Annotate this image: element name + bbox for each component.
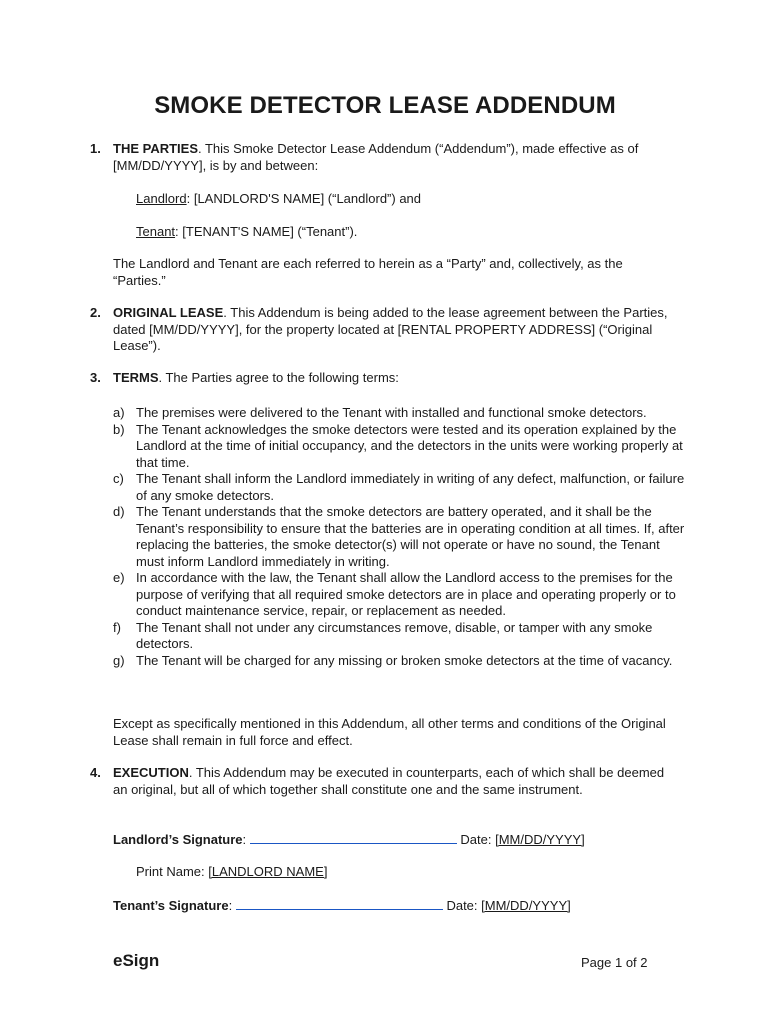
section-terms xyxy=(90,370,690,387)
item-text: The premises were delivered to the Tenant with installed and functional smoke detectors. xyxy=(136,405,647,420)
list-item xyxy=(113,471,688,504)
parties-definition: The Landlord and Tenant are each referred to herein as a “Party” and, collectively, as the “Parties.” xyxy=(113,256,623,288)
print-name-row xyxy=(136,864,696,881)
section-heading: ORIGINAL LEASE xyxy=(113,305,224,320)
tenant-signature-label: Tenant’s Signature xyxy=(113,898,229,913)
item-text: The Tenant understands that the smoke detectors are battery operated, and it shall be the Tenant’s responsibility to ensure that the batteries are in operating condition at all times. If, after replacing the batteries, the smoke detector(s) will not operate or have no sound, the Tenant must inform Landlord immediately in writing. xyxy=(136,504,685,569)
colon: : xyxy=(228,898,233,913)
landlord-label: Landlord xyxy=(136,191,187,206)
tenant-text: : [TENANT'S NAME] (“Tenant”). xyxy=(175,223,358,239)
section-parties xyxy=(90,141,690,289)
item-text: The Tenant shall inform the Landlord immediately in writing of any defect, malfunction, or failure of any smoke detectors. xyxy=(136,471,685,503)
document-title: SMOKE DETECTOR LEASE ADDENDUM xyxy=(154,92,616,119)
date-label: Date: xyxy=(460,832,492,847)
item-label: a) xyxy=(113,405,125,420)
section-text: . This Smoke Detector Lease Addendum (“Addendum”), made effective as of [MM/DD/YYYY], is by and between: xyxy=(113,141,639,173)
item-text: The Tenant will be charged for any missing or broken smoke detectors at the time of vacancy. xyxy=(136,652,673,668)
item-label: g) xyxy=(113,652,125,668)
section-number: 2. xyxy=(90,305,101,320)
date-label: Date: xyxy=(446,898,478,913)
item-label: b) xyxy=(113,421,125,437)
section-heading: TERMS xyxy=(113,370,159,385)
section-number: 4. xyxy=(90,765,101,780)
item-text: The Tenant acknowledges the smoke detectors were tested and its operation explained by the Landlord at the time of initial occupancy, and the detectors in the units were working properly at that time. xyxy=(136,421,683,470)
section-execution xyxy=(90,765,690,798)
landlord-date-field[interactable]: [MM/DD/YYYY] xyxy=(495,832,585,847)
section-heading: THE PARTIES xyxy=(113,141,198,156)
list-item xyxy=(113,422,688,472)
colon: : xyxy=(242,832,247,847)
section-heading: EXECUTION xyxy=(113,765,189,780)
print-name-label: Print Name: xyxy=(136,864,205,879)
tenant-signature-row xyxy=(113,897,673,915)
list-item xyxy=(113,504,688,570)
tenant-label: Tenant xyxy=(136,223,176,239)
item-label: e) xyxy=(113,570,125,585)
item-label: f) xyxy=(113,619,121,635)
esign-logo: eSign xyxy=(113,951,160,970)
section-number: 3. xyxy=(90,370,101,385)
section-text: . The Parties agree to the following terms: xyxy=(158,370,399,385)
landlord-signature-label: Landlord’s Signature xyxy=(113,832,243,847)
list-item xyxy=(113,620,688,653)
tenant-signature-line[interactable] xyxy=(236,897,443,910)
section-number: 1. xyxy=(90,141,101,156)
landlord-text: : [LANDLORD'S NAME] (“Landlord”) and xyxy=(186,191,422,206)
landlord-name-field[interactable]: [LANDLORD NAME] xyxy=(208,864,328,879)
list-item xyxy=(113,405,688,422)
item-label: d) xyxy=(113,504,125,519)
item-text: In accordance with the law, the Tenant shall allow the Landlord access to the premises for the purpose of verifying that all required smoke detectors are in place and operating properly or to conduct maintenance service, repair, or replacement as needed. xyxy=(136,570,676,618)
landlord-signature-line[interactable] xyxy=(250,831,457,844)
terms-list xyxy=(113,405,688,669)
list-item xyxy=(113,570,688,620)
page-number: Page 1 of 2 xyxy=(581,955,648,970)
item-label: c) xyxy=(113,471,124,486)
section-original-lease xyxy=(90,305,690,355)
list-item xyxy=(113,653,688,670)
tenant-date-field[interactable]: [MM/DD/YYYY] xyxy=(481,898,571,913)
section-text: . This Addendum is being added to the lease agreement between the Parties, dated [MM/DD/YYYY], for the property located at [RENTAL PROPERTY ADDRESS] (“Original Lease”). xyxy=(113,305,668,353)
landlord-signature-row xyxy=(113,831,673,849)
terms-closing-text: Except as specifically mentioned in this Addendum, all other terms and conditions of the Original Lease shall remain in full force and effect. xyxy=(113,716,666,748)
section-text: . This Addendum may be executed in counterparts, each of which shall be deemed an original, but all of which together shall constitute one and the same instrument. xyxy=(113,765,665,797)
item-text: The Tenant shall not under any circumstances remove, disable, or tamper with any smoke detectors. xyxy=(136,619,653,651)
